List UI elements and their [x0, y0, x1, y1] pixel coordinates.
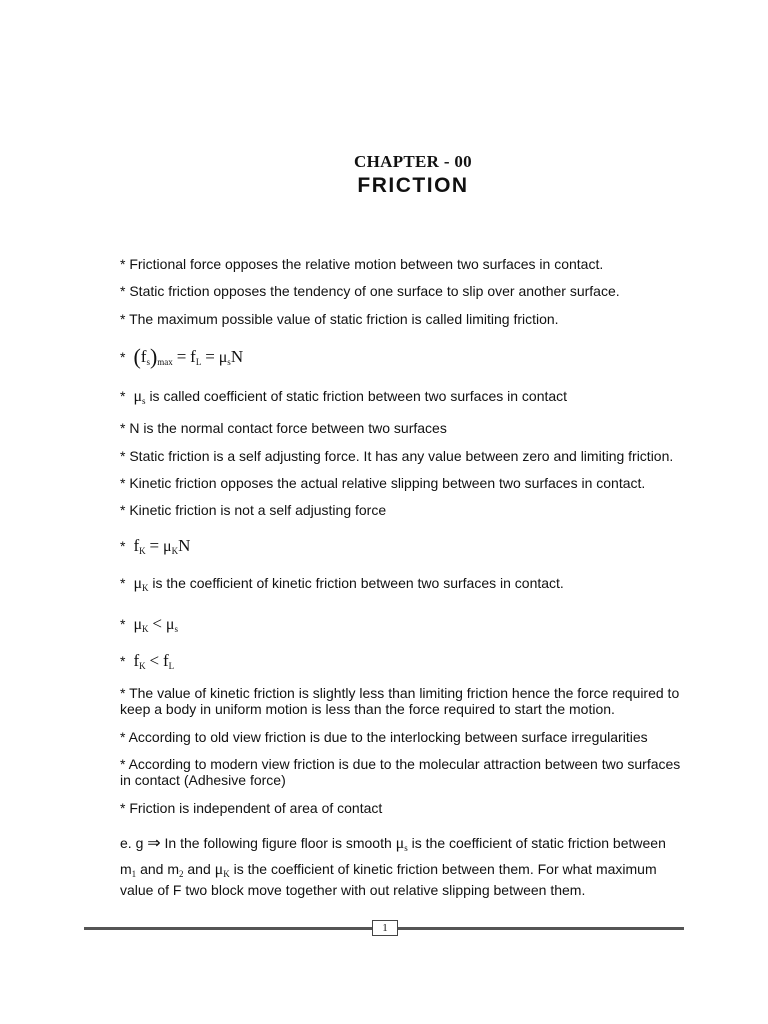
chapter-title: FRICTION — [357, 174, 469, 197]
bullet-kinetic-opposes: * Kinetic friction opposes the actual relative slipping between two surfaces in contact. — [120, 475, 646, 491]
implies-arrow: ⇒ — [147, 835, 161, 852]
formula-f-compare: * $f_K < f_L$ — [120, 651, 175, 671]
bullet-static-friction: * Static friction opposes the tendency of one surface to slip over another surface. — [120, 283, 620, 299]
bullet-modern-view: * According to modern view friction is due to the molecular attraction between two surfaces in contact (Adhesive force) — [120, 756, 681, 788]
bullet-area-independent: * Friction is independent of area of contact — [120, 800, 383, 816]
example-line-1: e. g ⇒ In the following figure floor is smooth $\mu_s$ is the coefficient of static friction between — [120, 835, 666, 853]
bullet-limiting-friction: * The maximum possible value of static friction is called limiting friction. — [120, 311, 559, 327]
bullet-normal-force: * N is the normal contact force between two surfaces — [120, 420, 447, 436]
bullet-frictional-force: * Frictional force opposes the relative motion between two surfaces in contact. — [120, 256, 604, 272]
formula-kinetic-friction: * $f_K = \mu_KN$ — [120, 536, 191, 556]
bullet-kinetic-less: * The value of kinetic friction is slightly less than limiting friction hence the force required to keep a body in uniform motion is less than the force required to start the motion. — [120, 685, 680, 717]
page-number: 1 — [372, 920, 398, 936]
bullet-old-view: * According to old view friction is due to the interlocking between surface irregularities — [120, 729, 648, 745]
example-line-2: $m_1$ and $m_2$ and $\mu_K$ is the coefficient of kinetic friction between them. For what maximum — [120, 861, 657, 879]
bullet-coefficient-kinetic: * $\mu_K$ is the coefficient of kinetic friction between two surfaces in contact. — [120, 575, 564, 593]
chapter-label: CHAPTER - 00 — [354, 152, 472, 171]
formula-mu-compare: * $\mu_K < \mu_s$ — [120, 614, 178, 634]
footer-rule-right — [398, 927, 684, 930]
bullet-coefficient-static: * $\mu_s$ is called coefficient of static friction between two surfaces in contact — [120, 388, 568, 406]
bullet-self-adjusting: * Static friction is a self adjusting force. It has any value between zero and limiting friction. — [120, 448, 674, 464]
footer-rule-left — [84, 927, 372, 930]
bullet-kinetic-not-adjusting: * Kinetic friction is not a self adjusting force — [120, 502, 387, 518]
formula-limiting-friction: * $(f_s)_{max} = f_L = \mu_sN$ — [120, 344, 244, 369]
example-line-3: value of F two block move together with out relative slipping between them. — [120, 882, 586, 898]
